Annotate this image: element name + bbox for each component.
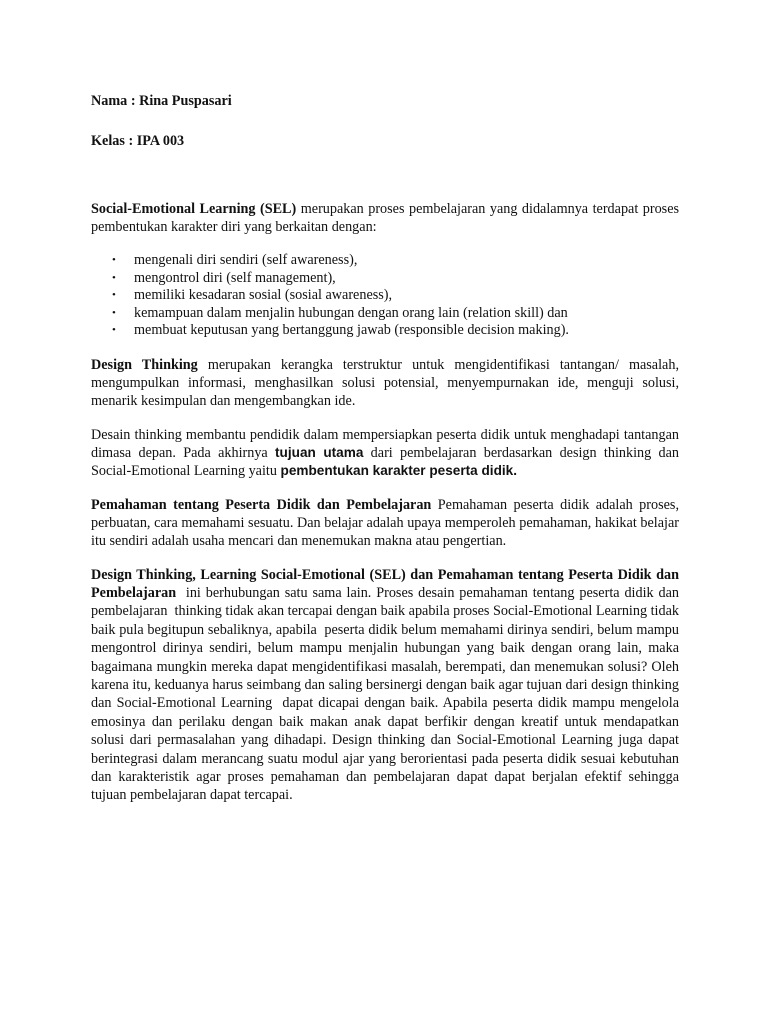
class-label: Kelas <box>91 133 125 149</box>
student-class-line <box>91 132 679 150</box>
pemahaman-paragraph <box>91 496 679 550</box>
relation-term: Design Thinking, Learning Social-Emotional (SEL) dan Pemahaman tentang Peserta Didik dan Pembelajaran <box>91 566 679 601</box>
sel-intro-paragraph <box>91 200 679 236</box>
desain-thinking-text-a: Desain thinking membantu pendidik dalam mempersiapkan peserta didik untuk menghadapi tantangan dimasa depan. Pada akhirnya <box>91 426 679 461</box>
sel-intro-text: merupakan proses pembelajaran yang didalamnya terdapat proses pembentukan karakter diri yang berkaitan dengan: <box>91 201 680 235</box>
list-item <box>112 269 679 288</box>
desain-thinking-text-b: dari pembelajaran berdasarkan design thinking dan Social-Emotional Learning yaitu <box>91 444 679 479</box>
sel-term: Social-Emotional Learning (SEL) <box>91 201 297 217</box>
design-thinking-paragraph <box>91 356 679 410</box>
list-item-text: mengenali diri sendiri (self awareness), <box>134 252 358 268</box>
student-name: Rina Puspasari <box>139 93 232 109</box>
bullet-icon: • <box>112 271 116 284</box>
class-separator: : <box>124 133 137 149</box>
name-label: Nama <box>91 93 128 109</box>
name-separator: : <box>127 93 140 109</box>
bullet-icon: • <box>112 306 116 319</box>
list-item <box>112 287 679 305</box>
relation-text: ini berhubungan satu sama lain. Proses desain pemahaman tentang peserta didik dan pembelajaran thinking tidak akan tercapai dengan baik apabila proses Social-Emotional Learning tidak baik pula begitupun sebaliknya, apabila peserta didik belum memahami dirinya sendiri, belum mampu mengontrol dirinya sendiri, belum mampu menjalin hubungan yang baik dengan orang lain, maka bagaimana mungkin mereka dapat mengidentifikasi masalah, berempati, dan menemukan solusi? Oleh karena itu, keduanya harus seimbang dan saling bersinergi dengan baik agar tujuan dari design thinking dan Social-Emotional Learning dapat dicapai dengan baik. Apabila peserta didik mampu mengelola emosinya dan perilaku dengan baik makan anak dapat berfikir dengan kreatif untuk mendapatkan solusi dari permasalahan yang dihadapi. Design thinking dan Social-Emotional Learning juga dapat berintegrasi dalam merancang suatu modul ajar yang berorientasi pada peserta didik sesuai kebutuhan dan karakteristik agar proses pemahaman dan pembelajaran dapat dapat berjalan efektif sehingga tujuan pembelajaran dapat tercapai. <box>91 584 683 804</box>
bullet-icon: • <box>112 324 116 336</box>
design-thinking-text: merupakan kerangka terstruktur untuk mengidentifikasi tantangan/ masalah, mengumpulkan informasi, menghasilkan solusi potensial, menyempurnakan ide, menguji solusi, menarik kesimpulan dan mengembangkan ide. <box>91 356 679 409</box>
desain-thinking-paragraph <box>91 426 679 480</box>
list-item <box>112 252 679 270</box>
bullet-icon: • <box>112 254 116 266</box>
list-item <box>112 322 679 340</box>
list-item-text: membuat keputusan yang bertanggung jawab (responsible decision making). <box>134 322 569 338</box>
pemahaman-term: Pemahaman tentang Peserta Didik dan Pembelajaran <box>91 496 432 513</box>
document-page <box>91 92 683 805</box>
relation-paragraph <box>91 566 683 805</box>
list-item-text: mengontrol diri (self management), <box>134 269 336 286</box>
student-class: IPA 003 <box>136 133 185 149</box>
student-name-line <box>91 92 679 110</box>
list-item-text: kemampuan dalam menjalin hubungan dengan orang lain (relation skill) dan <box>134 304 568 321</box>
tujuan-utama-emphasis: tujuan utama <box>275 444 364 460</box>
bullet-icon: • <box>112 289 116 301</box>
list-item <box>112 304 679 323</box>
pemahaman-text: Pemahaman peserta didik adalah proses, perbuatan, cara memahami sesuatu. Dan belajar adalah upaya memperoleh pemahaman, hakikat belajar itu sendiri adalah usaha mencari dan menemukan makna atau pengertian. <box>91 496 679 549</box>
pembentukan-karakter-emphasis: pembentukan karakter peserta didik. <box>280 462 517 478</box>
design-thinking-term: Design Thinking <box>91 356 198 373</box>
sel-competency-list <box>91 252 679 340</box>
list-item-text: memiliki kesadaran sosial (sosial awareness), <box>134 287 393 303</box>
